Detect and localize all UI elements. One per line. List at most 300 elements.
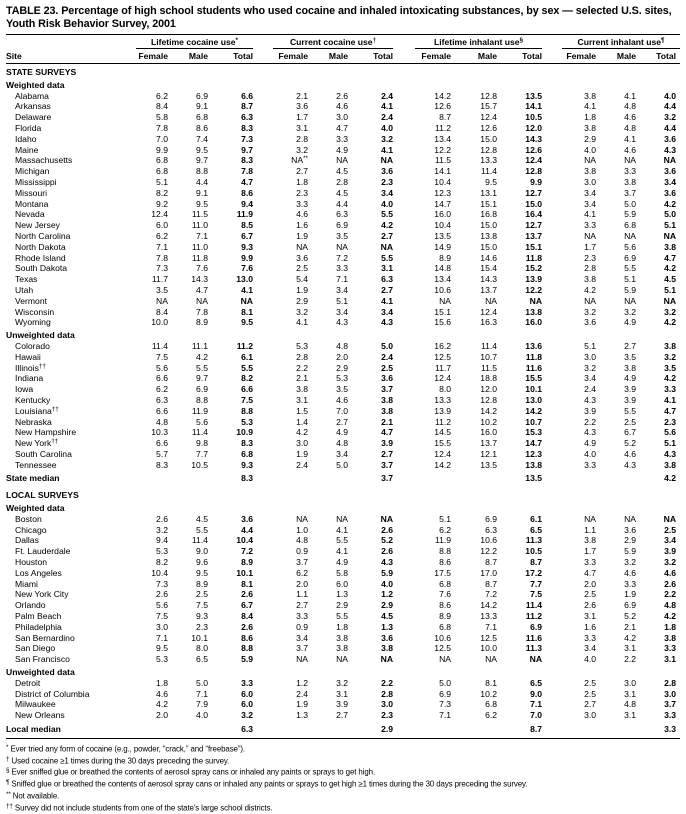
table-row	[6, 123, 680, 134]
value-cell: 5.1	[584, 340, 597, 351]
value-cell: 3.3	[624, 166, 637, 177]
value-cell: 1.7	[296, 112, 309, 123]
site-cell: Michigan	[15, 166, 50, 177]
value-cell: 8.7	[485, 557, 498, 568]
value-cell: 11.2	[434, 122, 452, 133]
value-cell: 3.4	[584, 373, 597, 384]
value-cell: 4.7	[241, 176, 254, 187]
value-cell: 8.0	[439, 384, 452, 395]
value-cell: 7.9	[196, 699, 208, 710]
value-cell: 1.3	[381, 621, 394, 632]
value-cell: 2.7	[584, 699, 597, 710]
value-cell: 8.7	[485, 578, 498, 589]
value-cell: 13.3	[480, 155, 498, 166]
value-cell: 1.9	[296, 699, 309, 710]
value-cell: 4.2	[664, 198, 677, 209]
value-cell: 1.1	[296, 589, 309, 600]
value-cell: 1.9	[296, 230, 309, 241]
value-cell: 7.2	[241, 546, 254, 557]
table-body	[6, 64, 680, 739]
value-cell: 4.1	[664, 394, 677, 405]
value-cell: 6.6	[156, 373, 168, 384]
site-cell: New Jersey	[15, 220, 60, 231]
site-cell: North Dakota	[15, 241, 66, 252]
value-cell: 11.0	[191, 220, 208, 231]
value-cell: 5.3	[156, 654, 168, 665]
value-cell: 3.6	[381, 632, 394, 643]
value-cell: 3.6	[584, 317, 597, 328]
value-cell: 7.6	[241, 263, 254, 274]
value-cell: 8.3	[241, 473, 254, 484]
site-cell: North Carolina	[15, 230, 71, 241]
value-cell: 14.2	[434, 90, 452, 101]
value-cell: 8.0	[196, 643, 208, 654]
column-header-male-g1: Male	[172, 49, 212, 64]
value-cell: 15.5	[525, 373, 543, 384]
value-cell: 3.9	[624, 384, 637, 395]
value-cell: 8.4	[156, 306, 168, 317]
value-cell: 4.6	[664, 567, 677, 578]
value-cell: 4.7	[584, 567, 597, 578]
median-row	[6, 470, 680, 487]
value-cell: 4.6	[624, 567, 637, 578]
value-cell: 3.8	[584, 122, 597, 133]
value-cell: 4.1	[381, 101, 394, 112]
group-header-spacer	[6, 35, 130, 50]
site-cell: Nevada	[15, 209, 45, 220]
table-row	[6, 296, 680, 307]
value-cell: 6.8	[156, 166, 168, 177]
site-cell: Local median	[6, 721, 130, 738]
value-cell: 3.8	[664, 241, 677, 252]
value-cell: 12.4	[480, 306, 498, 317]
value-cell: 10.9	[236, 427, 254, 438]
footnote	[6, 743, 680, 755]
value-cell: 5.1	[624, 274, 637, 285]
column-header-male-g3: Male	[455, 49, 501, 64]
value-cell: 2.6	[381, 524, 394, 535]
value-cell: 1.6	[584, 621, 597, 632]
value-cell	[397, 721, 455, 738]
value-cell: 4.2	[664, 263, 677, 274]
value-cell: 4.0	[381, 578, 394, 589]
value-cell: 4.0	[196, 710, 208, 721]
value-cell: 3.3	[584, 220, 597, 231]
value-cell: 4.1	[584, 209, 597, 220]
value-cell: 2.7	[381, 284, 394, 295]
value-cell: 13.8	[525, 459, 543, 470]
value-cell: NA	[584, 155, 597, 166]
value-cell: 4.1	[241, 284, 254, 295]
value-cell: 4.3	[584, 394, 597, 405]
value-cell: 2.5	[381, 362, 394, 373]
value-cell: 4.2	[196, 351, 208, 362]
value-cell	[257, 721, 312, 738]
value-cell: 11.6	[525, 362, 543, 373]
value-cell: 9.9	[241, 252, 254, 263]
value-cell: 6.3	[381, 274, 394, 285]
footnote-marker: *	[235, 37, 238, 44]
site-cell: Texas	[15, 274, 38, 285]
value-cell: 2.9	[584, 133, 597, 144]
value-cell: 5.6	[156, 600, 168, 611]
value-cell: 12.5	[434, 643, 452, 654]
value-cell: 2.1	[296, 90, 309, 101]
value-cell: 8.1	[241, 578, 254, 589]
site-cell: Philadelphia	[15, 621, 62, 632]
value-cell	[312, 470, 352, 487]
value-cell: 6.8	[156, 155, 168, 166]
value-cell: 9.1	[196, 101, 208, 112]
value-cell: 6.2	[485, 710, 498, 721]
value-cell: 14.8	[434, 263, 452, 274]
value-cell: 15.2	[525, 263, 543, 274]
value-cell: NA	[584, 295, 597, 306]
value-cell: 13.9	[434, 405, 452, 416]
value-cell: 12.6	[434, 101, 452, 112]
value-cell: 10.3	[151, 427, 168, 438]
value-cell: 4.9	[336, 427, 349, 438]
value-cell: 3.9	[381, 438, 394, 449]
value-cell: 4.6	[156, 688, 168, 699]
value-cell: 13.5	[525, 90, 543, 101]
value-cell: 10.1	[236, 567, 254, 578]
value-cell: 11.4	[480, 166, 498, 177]
value-cell: NA	[663, 295, 677, 306]
value-cell: 13.3	[480, 611, 498, 622]
table-row	[6, 274, 680, 285]
value-cell: 1.4	[296, 416, 309, 427]
value-cell: 6.9	[624, 600, 637, 611]
value-cell: 7.8	[156, 122, 168, 133]
value-cell: 10.5	[525, 546, 543, 557]
value-cell: 6.2	[439, 524, 452, 535]
value-cell: 0.9	[296, 546, 309, 557]
value-cell: 13.5	[525, 473, 543, 484]
value-cell: 17.5	[434, 567, 452, 578]
value-cell: 2.8	[664, 677, 677, 688]
value-cell: 11.7	[151, 274, 168, 285]
value-cell: 8.8	[439, 546, 452, 557]
value-cell: 15.6	[434, 317, 452, 328]
site-cell: Palm Beach	[15, 611, 62, 622]
value-cell: 6.0	[156, 220, 168, 231]
value-cell: 13.0	[236, 274, 254, 285]
value-cell: 9.4	[241, 198, 254, 209]
value-cell: 7.8	[156, 252, 168, 263]
column-header-female-g4: Female	[546, 49, 600, 64]
value-cell: 5.5	[336, 611, 349, 622]
value-cell: 4.9	[336, 144, 349, 155]
value-cell: 2.6	[156, 513, 168, 524]
group-label: Lifetime cocaine use	[151, 37, 236, 47]
value-cell: NA	[663, 155, 677, 166]
value-cell: 4.2	[624, 632, 637, 643]
value-cell: 3.4	[296, 632, 309, 643]
value-cell: 12.3	[434, 187, 452, 198]
value-cell: 9.2	[156, 198, 168, 209]
value-cell: 3.4	[664, 176, 677, 187]
value-cell: 5.0	[624, 198, 637, 209]
site-cell: Wisconsin	[15, 306, 55, 317]
value-cell: NA	[624, 513, 637, 524]
value-cell: 2.5	[664, 524, 677, 535]
value-cell: 5.3	[336, 373, 349, 384]
value-cell: 11.8	[525, 252, 543, 263]
site-cell: Missouri	[15, 187, 47, 198]
value-cell: 7.5	[156, 351, 168, 362]
site-cell: San Francisco	[15, 654, 70, 665]
value-cell: 3.3	[336, 263, 349, 274]
table-row	[6, 460, 680, 471]
value-cell: 6.6	[241, 90, 254, 101]
footnote-marker: †	[6, 755, 10, 763]
value-cell: 11.8	[525, 351, 543, 362]
value-cell: 8.2	[241, 373, 254, 384]
section-header-row	[6, 64, 680, 78]
value-cell: 6.6	[156, 405, 168, 416]
value-cell	[455, 721, 501, 738]
value-cell: 11.4	[480, 340, 498, 351]
value-cell: 14.3	[525, 133, 543, 144]
table-row	[6, 514, 680, 525]
footnote-marker: *	[6, 743, 9, 751]
value-cell: 10.7	[525, 416, 543, 427]
table-row	[6, 611, 680, 622]
subsection-header-row	[6, 328, 680, 341]
value-cell: 8.9	[439, 252, 452, 263]
value-cell: 7.0	[156, 133, 168, 144]
value-cell: 7.1	[196, 230, 208, 241]
value-cell: 9.4	[156, 535, 168, 546]
value-cell: 7.4	[196, 133, 208, 144]
section-label: Weighted data	[6, 503, 65, 514]
value-cell: 15.4	[480, 263, 498, 274]
value-cell: 5.7	[156, 448, 168, 459]
value-cell: 6.2	[156, 384, 168, 395]
median-row	[6, 721, 680, 738]
value-cell: 7.1	[530, 699, 543, 710]
value-cell: 16.8	[480, 209, 498, 220]
value-cell: 11.3	[525, 535, 543, 546]
value-cell: 2.7	[624, 340, 637, 351]
site-cell: San Diego	[15, 643, 56, 654]
subsection-header-row	[6, 78, 680, 91]
value-cell: 12.4	[434, 448, 452, 459]
value-cell: 12.5	[480, 632, 498, 643]
site-cell: Wyoming	[15, 317, 51, 328]
section-label: Unweighted data	[6, 330, 75, 341]
value-cell: 2.0	[156, 710, 168, 721]
value-cell: 10.6	[434, 632, 452, 643]
value-cell: 5.6	[624, 241, 637, 252]
value-cell: 11.9	[191, 405, 208, 416]
value-cell: 10.5	[191, 459, 208, 470]
value-cell: 5.1	[439, 513, 452, 524]
value-cell: 5.1	[664, 438, 677, 449]
table-row	[6, 188, 680, 199]
value-cell: 3.2	[624, 557, 637, 568]
value-cell: 3.8	[381, 394, 394, 405]
value-cell: 8.3	[156, 459, 168, 470]
value-cell: 3.5	[336, 384, 349, 395]
value-cell: 2.9	[336, 600, 349, 611]
value-cell: 5.9	[241, 654, 254, 665]
value-cell: 4.5	[336, 166, 349, 177]
value-cell: 6.0	[336, 578, 349, 589]
value-cell: 3.4	[336, 306, 349, 317]
value-cell: 6.6	[156, 438, 168, 449]
subsection-header-row	[6, 665, 680, 678]
value-cell: 12.6	[525, 144, 543, 155]
value-cell: 6.5	[530, 524, 543, 535]
site-cell: State median	[6, 473, 60, 484]
value-cell: 6.2	[296, 567, 309, 578]
footnote	[6, 790, 680, 802]
value-cell: 4.2	[381, 220, 394, 231]
value-cell: 8.6	[439, 557, 452, 568]
value-cell: 3.4	[584, 198, 597, 209]
value-cell: NA**	[291, 155, 309, 166]
footnote-marker: †	[372, 37, 377, 44]
value-cell: NA	[296, 513, 309, 524]
value-cell: 9.5	[156, 643, 168, 654]
value-cell: 4.1	[624, 133, 637, 144]
value-cell: 3.0	[156, 621, 168, 632]
site-cell: San Bernardino	[15, 632, 75, 643]
value-cell: 15.1	[434, 306, 452, 317]
value-cell: 3.3	[664, 710, 677, 721]
table-row	[6, 579, 680, 590]
value-cell: NA	[336, 513, 349, 524]
value-cell: 3.8	[296, 384, 309, 395]
site-cell: New York City	[15, 589, 69, 600]
value-cell: 5.9	[381, 567, 394, 578]
value-cell: 7.3	[439, 699, 452, 710]
value-cell: 6.7	[241, 600, 254, 611]
value-cell: 5.5	[381, 209, 394, 220]
value-cell: 3.1	[296, 122, 309, 133]
value-cell: 3.1	[584, 611, 597, 622]
value-cell: 7.1	[156, 241, 168, 252]
value-cell: 4.5	[336, 187, 349, 198]
value-cell: 4.8	[336, 340, 349, 351]
value-cell: 6.0	[241, 688, 254, 699]
value-cell: 4.6	[336, 101, 349, 112]
value-cell: 16.2	[434, 340, 452, 351]
value-cell: 3.8	[584, 535, 597, 546]
value-cell: 6.9	[336, 220, 349, 231]
value-cell: 14.2	[480, 600, 498, 611]
value-cell: 10.0	[480, 643, 498, 654]
value-cell: 17.0	[480, 567, 498, 578]
value-cell: 2.7	[336, 710, 349, 721]
value-cell: 2.5	[624, 416, 637, 427]
value-cell: 12.6	[480, 122, 498, 133]
value-cell: 3.3	[296, 198, 309, 209]
site-cell: Dallas	[15, 535, 39, 546]
value-cell: 7.1	[156, 632, 168, 643]
site-cell: Tennessee	[15, 459, 57, 470]
value-cell: 6.3	[336, 209, 349, 220]
value-cell: 8.7	[241, 101, 254, 112]
value-cell: 2.2	[296, 362, 309, 373]
value-cell: 5.2	[624, 611, 637, 622]
value-cell: 3.6	[381, 373, 394, 384]
section-label: STATE SURVEYS	[6, 67, 77, 77]
value-cell: 4.2	[584, 284, 597, 295]
value-cell: 9.7	[241, 144, 254, 155]
footnote-marker: **	[6, 791, 11, 798]
value-cell: 2.4	[296, 459, 309, 470]
value-cell: 1.8	[336, 621, 349, 632]
value-cell: 5.0	[664, 209, 677, 220]
value-cell: 2.9	[352, 721, 397, 738]
value-cell: 10.4	[151, 567, 168, 578]
value-cell: 3.7	[381, 473, 394, 484]
value-cell: 5.5	[196, 362, 208, 373]
value-cell: 12.2	[480, 546, 498, 557]
value-cell: 4.7	[664, 252, 677, 263]
value-cell: 6.1	[530, 513, 543, 524]
value-cell: 2.4	[381, 351, 394, 362]
value-cell: 2.6	[381, 546, 394, 557]
value-cell: NA	[663, 513, 677, 524]
value-cell: 16.0	[434, 209, 452, 220]
value-cell: 2.1	[624, 621, 637, 632]
value-cell: 11.6	[525, 632, 543, 643]
value-cell: 10.1	[191, 632, 208, 643]
value-cell: 3.5	[336, 230, 349, 241]
value-cell: 4.6	[624, 112, 637, 123]
value-cell: 3.6	[296, 252, 309, 263]
group-header-lifetime-cocaine	[130, 35, 257, 50]
value-cell: 8.8	[241, 405, 254, 416]
site-cell: Utah	[15, 284, 34, 295]
value-cell: 3.7	[664, 699, 677, 710]
value-cell: 3.4	[381, 187, 394, 198]
value-cell: 4.9	[624, 373, 637, 384]
value-cell: 11.4	[191, 535, 208, 546]
value-cell: 3.5	[156, 284, 168, 295]
value-cell: 4.1	[336, 546, 349, 557]
value-cell: 2.2	[584, 416, 597, 427]
value-cell: 4.5	[381, 611, 394, 622]
table-row	[6, 341, 680, 352]
value-cell: 7.1	[439, 710, 452, 721]
value-cell: 13.5	[434, 230, 452, 241]
value-cell: 2.5	[296, 263, 309, 274]
value-cell: 11.9	[236, 209, 254, 220]
footnote-text: Survey did not include students from one of the state's large school districts.	[12, 803, 273, 813]
value-cell: 3.0	[381, 699, 394, 710]
value-cell: 3.0	[584, 710, 597, 721]
value-cell: 10.7	[480, 351, 498, 362]
table-row	[6, 710, 680, 721]
footnote-marker: ¶	[6, 779, 10, 787]
table-row	[6, 417, 680, 428]
table-row	[6, 438, 680, 449]
value-cell: 6.9	[439, 688, 452, 699]
value-cell	[455, 470, 501, 487]
group-label: Current inhalant use	[577, 37, 662, 47]
value-cell: 7.5	[156, 611, 168, 622]
value-cell: 4.9	[624, 317, 637, 328]
value-cell: 2.6	[664, 578, 677, 589]
value-cell: 8.3	[241, 155, 254, 166]
value-cell: 3.1	[624, 710, 637, 721]
value-cell: 7.8	[241, 166, 254, 177]
